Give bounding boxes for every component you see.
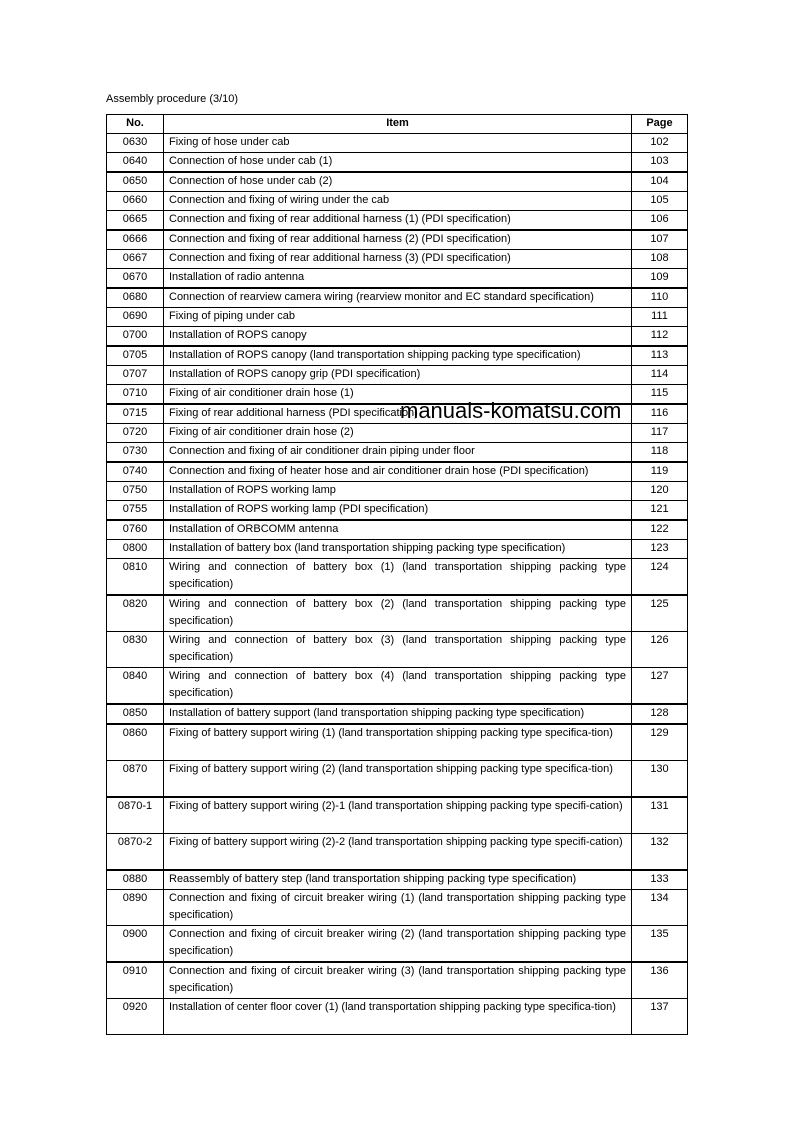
cell-item: Installation of ROPS canopy <box>164 327 632 347</box>
table-row <box>107 250 688 269</box>
cell-page: 131 <box>632 797 688 834</box>
cell-no: 0700 <box>107 327 164 347</box>
cell-page: 123 <box>632 540 688 559</box>
cell-page: 122 <box>632 520 688 540</box>
cell-page: 137 <box>632 999 688 1035</box>
cell-page: 109 <box>632 269 688 289</box>
cell-no: 0755 <box>107 501 164 521</box>
table-row <box>107 632 688 668</box>
table-row <box>107 559 688 596</box>
table-row <box>107 366 688 385</box>
cell-item: Connection and fixing of circuit breaker wiring (3) (land transportation shipping packing type specification) <box>164 962 632 999</box>
cell-item: Installation of ROPS canopy grip (PDI specification) <box>164 366 632 385</box>
cell-no: 0660 <box>107 192 164 211</box>
cell-page: 133 <box>632 870 688 890</box>
cell-page: 110 <box>632 288 688 308</box>
cell-no: 0920 <box>107 999 164 1035</box>
cell-item: Fixing of air conditioner drain hose (2) <box>164 424 632 443</box>
cell-no: 0840 <box>107 668 164 705</box>
table-row <box>107 424 688 443</box>
table-row <box>107 153 688 173</box>
cell-no: 0707 <box>107 366 164 385</box>
cell-item: Installation of radio antenna <box>164 269 632 289</box>
table-row <box>107 462 688 482</box>
table-row <box>107 172 688 192</box>
cell-no: 0690 <box>107 308 164 327</box>
table-row <box>107 668 688 705</box>
table-row <box>107 288 688 308</box>
cell-page: 132 <box>632 834 688 871</box>
cell-no: 0880 <box>107 870 164 890</box>
cell-item: Fixing of air conditioner drain hose (1) <box>164 385 632 405</box>
cell-page: 111 <box>632 308 688 327</box>
cell-no: 0810 <box>107 559 164 596</box>
cell-page: 106 <box>632 211 688 231</box>
cell-no: 0730 <box>107 443 164 463</box>
table-row <box>107 962 688 999</box>
cell-page: 135 <box>632 926 688 963</box>
cell-no: 0630 <box>107 134 164 153</box>
cell-page: 128 <box>632 704 688 724</box>
table-row <box>107 870 688 890</box>
assembly-procedure-table <box>106 114 688 1035</box>
cell-page: 129 <box>632 724 688 761</box>
cell-item: Installation of ORBCOMM antenna <box>164 520 632 540</box>
cell-page: 104 <box>632 172 688 192</box>
cell-no: 0870-2 <box>107 834 164 871</box>
cell-no: 0640 <box>107 153 164 173</box>
cell-item: Installation of ROPS canopy (land transportation shipping packing type specification) <box>164 346 632 366</box>
cell-no: 0910 <box>107 962 164 999</box>
cell-page: 114 <box>632 366 688 385</box>
cell-item: Wiring and connection of battery box (4) (land transportation shipping packing type specification) <box>164 668 632 705</box>
cell-page: 121 <box>632 501 688 521</box>
cell-page: 102 <box>632 134 688 153</box>
cell-item: Fixing of hose under cab <box>164 134 632 153</box>
cell-item: Fixing of piping under cab <box>164 308 632 327</box>
cell-page: 120 <box>632 482 688 501</box>
cell-no: 0720 <box>107 424 164 443</box>
cell-no: 0890 <box>107 890 164 926</box>
cell-no: 0715 <box>107 404 164 424</box>
cell-item: Fixing of battery support wiring (2)-1 (land transportation shipping packing type specifi-cation) <box>164 797 632 834</box>
table-row <box>107 926 688 963</box>
cell-page: 105 <box>632 192 688 211</box>
header-no: No. <box>107 115 164 134</box>
table-row <box>107 834 688 871</box>
cell-item: Fixing of battery support wiring (2) (land transportation shipping packing type specifica-tion) <box>164 761 632 798</box>
cell-page: 117 <box>632 424 688 443</box>
cell-no: 0666 <box>107 230 164 250</box>
table-row <box>107 192 688 211</box>
cell-item: Connection and fixing of wiring under the cab <box>164 192 632 211</box>
table-row <box>107 308 688 327</box>
cell-no: 0850 <box>107 704 164 724</box>
header-page: Page <box>632 115 688 134</box>
cell-no: 0900 <box>107 926 164 963</box>
cell-page: 127 <box>632 668 688 705</box>
watermark: manuals-komatsu.com <box>400 398 622 423</box>
table-row <box>107 890 688 926</box>
cell-no: 0870-1 <box>107 797 164 834</box>
table-row <box>107 501 688 521</box>
table-row <box>107 999 688 1035</box>
cell-no: 0870 <box>107 761 164 798</box>
cell-page: 116 <box>632 404 688 424</box>
cell-no: 0740 <box>107 462 164 482</box>
cell-item: Connection and fixing of circuit breaker wiring (1) (land transportation shipping packing type specification) <box>164 890 632 926</box>
table-row <box>107 327 688 347</box>
table-row <box>107 520 688 540</box>
cell-page: 119 <box>632 462 688 482</box>
cell-page: 112 <box>632 327 688 347</box>
cell-page: 134 <box>632 890 688 926</box>
table-row <box>107 540 688 559</box>
cell-no: 0820 <box>107 595 164 632</box>
table-header-row <box>107 115 688 134</box>
cell-item: Connection and fixing of heater hose and air conditioner drain hose (PDI specification) <box>164 462 632 482</box>
cell-item: Connection of hose under cab (1) <box>164 153 632 173</box>
cell-item: Connection and fixing of air conditioner drain piping under floor <box>164 443 632 463</box>
cell-no: 0800 <box>107 540 164 559</box>
document-title: Assembly procedure (3/10) <box>106 93 239 105</box>
cell-no: 0680 <box>107 288 164 308</box>
cell-no: 0830 <box>107 632 164 668</box>
cell-item: Installation of ROPS working lamp <box>164 482 632 501</box>
cell-no: 0650 <box>107 172 164 192</box>
cell-page: 113 <box>632 346 688 366</box>
cell-no: 0750 <box>107 482 164 501</box>
table-row <box>107 704 688 724</box>
cell-page: 108 <box>632 250 688 269</box>
cell-page: 107 <box>632 230 688 250</box>
table-row <box>107 269 688 289</box>
cell-item: Reassembly of battery step (land transportation shipping packing type specification) <box>164 870 632 890</box>
table-row <box>107 797 688 834</box>
cell-item: Installation of center floor cover (1) (land transportation shipping packing type specifica-tion) <box>164 999 632 1035</box>
cell-item: Connection and fixing of rear additional harness (1) (PDI specification) <box>164 211 632 231</box>
cell-item: Installation of battery support (land transportation shipping packing type specification) <box>164 704 632 724</box>
table-row <box>107 724 688 761</box>
cell-item: Fixing of battery support wiring (1) (land transportation shipping packing type specifica-tion) <box>164 724 632 761</box>
cell-no: 0667 <box>107 250 164 269</box>
cell-item: Wiring and connection of battery box (2) (land transportation shipping packing type specification) <box>164 595 632 632</box>
cell-item: Fixing of battery support wiring (2)-2 (land transportation shipping packing type specifi-cation) <box>164 834 632 871</box>
cell-item: Fixing of rear additional harness (PDI specification) <box>164 404 632 424</box>
table-row <box>107 346 688 366</box>
cell-page: 125 <box>632 595 688 632</box>
table-row <box>107 230 688 250</box>
cell-item: Connection and fixing of circuit breaker wiring (2) (land transportation shipping packing type specification) <box>164 926 632 963</box>
cell-item: Wiring and connection of battery box (1) (land transportation shipping packing type specification) <box>164 559 632 596</box>
cell-no: 0710 <box>107 385 164 405</box>
cell-item: Connection and fixing of rear additional harness (3) (PDI specification) <box>164 250 632 269</box>
cell-page: 115 <box>632 385 688 405</box>
cell-item: Installation of battery box (land transportation shipping packing type specification) <box>164 540 632 559</box>
table-row <box>107 134 688 153</box>
table-row <box>107 761 688 798</box>
cell-page: 124 <box>632 559 688 596</box>
table-row <box>107 595 688 632</box>
cell-no: 0705 <box>107 346 164 366</box>
cell-page: 130 <box>632 761 688 798</box>
header-item: Item <box>164 115 632 134</box>
cell-item: Installation of ROPS working lamp (PDI specification) <box>164 501 632 521</box>
cell-no: 0760 <box>107 520 164 540</box>
cell-page: 126 <box>632 632 688 668</box>
cell-no: 0860 <box>107 724 164 761</box>
table-row <box>107 443 688 463</box>
cell-no: 0670 <box>107 269 164 289</box>
cell-item: Connection of hose under cab (2) <box>164 172 632 192</box>
cell-item: Wiring and connection of battery box (3) (land transportation shipping packing type specification) <box>164 632 632 668</box>
cell-page: 136 <box>632 962 688 999</box>
table-row <box>107 211 688 231</box>
cell-page: 118 <box>632 443 688 463</box>
table-row <box>107 482 688 501</box>
cell-item: Connection of rearview camera wiring (rearview monitor and EC standard specification) <box>164 288 632 308</box>
cell-no: 0665 <box>107 211 164 231</box>
cell-page: 103 <box>632 153 688 173</box>
cell-item: Connection and fixing of rear additional harness (2) (PDI specification) <box>164 230 632 250</box>
